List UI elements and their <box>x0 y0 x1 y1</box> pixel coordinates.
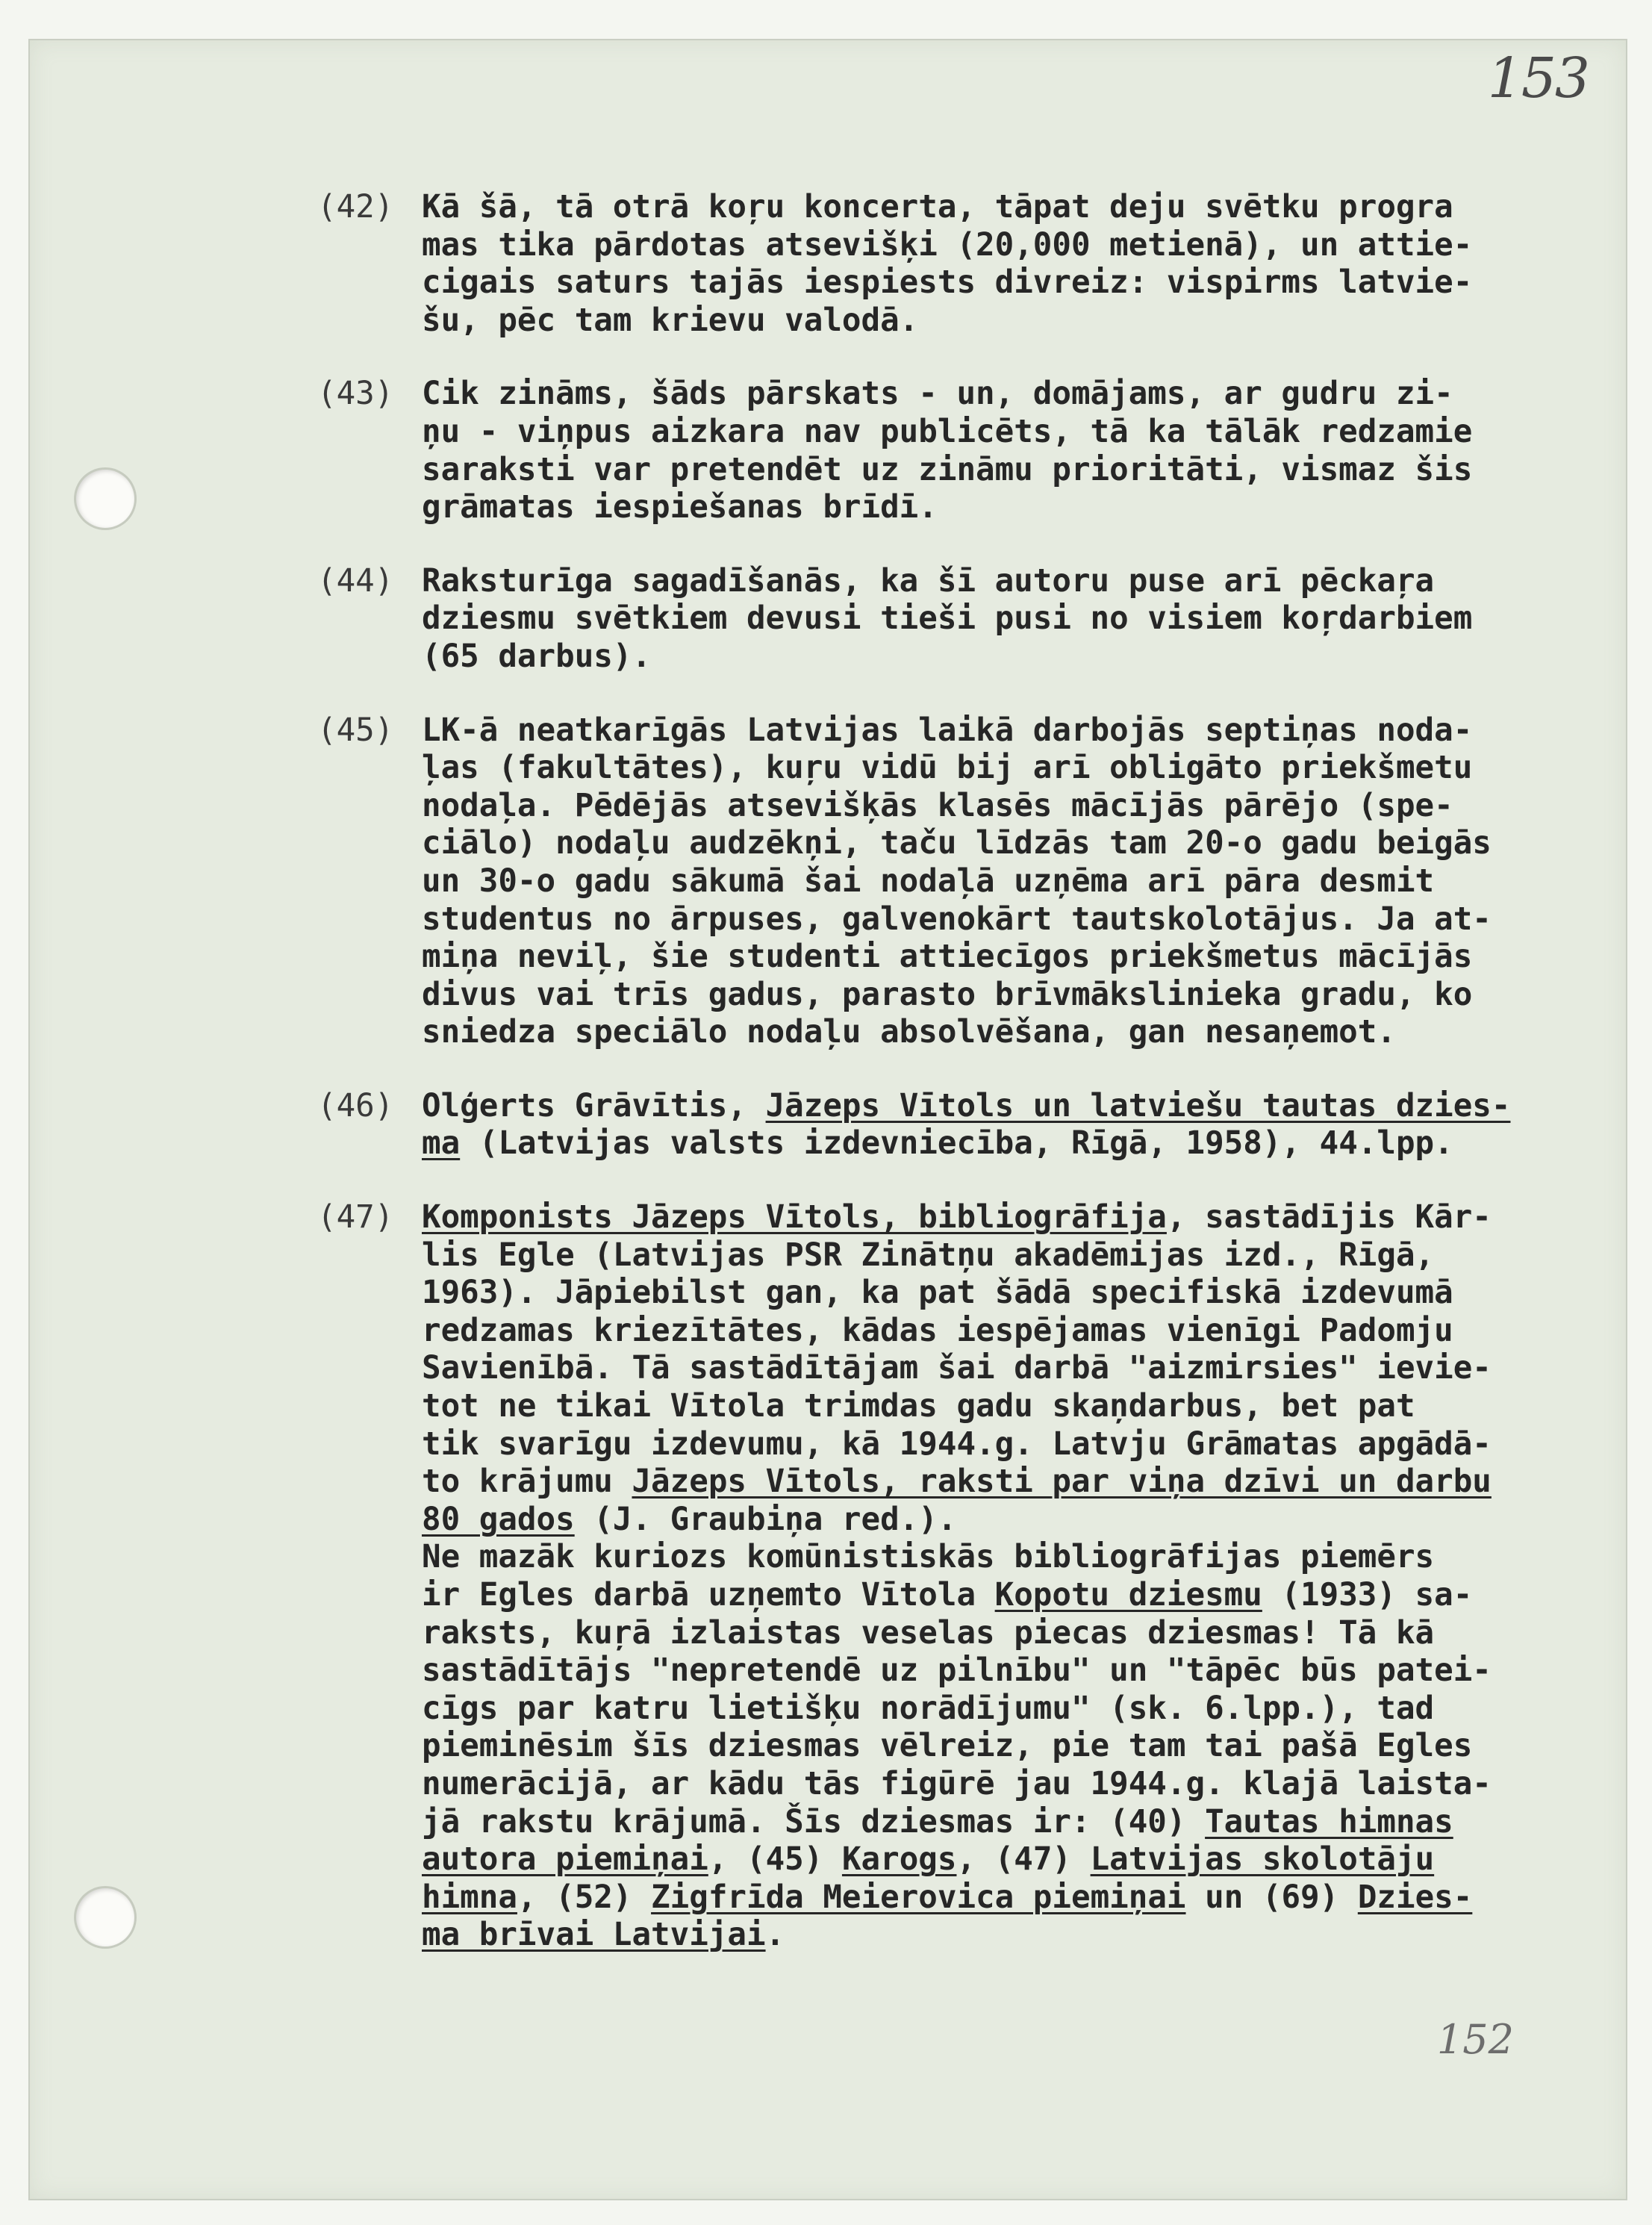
footnote-line <box>422 189 1594 227</box>
footnote <box>317 1199 1594 1955</box>
footnote-line <box>422 489 1594 527</box>
footnote-line <box>422 1237 1594 1275</box>
text-segment: redzamas kriezītātes, kādas iespējamas vienīgi Padomju <box>422 1312 1453 1349</box>
text-segment: Kā šā, tā otrā koŗu koncerta, tāpat deju svētku progra <box>422 189 1453 225</box>
text-segment: tot ne tikai Vītola trimdas gadu skaņdarbus, bet pat <box>422 1388 1415 1425</box>
footnote-line <box>422 1125 1594 1163</box>
text-segment: (Latvijas valsts izdevniecība, Rīgā, 1958), 44.lpp. <box>460 1125 1453 1163</box>
footnote-line <box>422 939 1594 977</box>
text-segment: studentus no ārpuses, galvenokārt tautskolotājus. Ja at- <box>422 900 1492 938</box>
footnote-number: (46) <box>317 1087 394 1124</box>
footnote-line <box>422 600 1594 638</box>
footnote-line <box>422 1388 1594 1426</box>
text-segment: cīgs par katru lietišķu norādījumu" (sk. 6.lpp.), tad <box>422 1690 1435 1727</box>
underlined-title: 80 gados <box>422 1501 575 1538</box>
footnote-line <box>422 264 1594 302</box>
text-segment: . <box>765 1917 785 1954</box>
footnote-line <box>422 1577 1594 1615</box>
underlined-title: Kopotu dziesmu <box>994 1577 1262 1613</box>
text-segment: šu, pēc tam krievu valodā. <box>422 302 919 339</box>
underlined-title: Latvijas skolotāju <box>1090 1841 1435 1879</box>
page-number-handwritten: 153 <box>1487 46 1589 111</box>
footnote-line <box>422 1917 1594 1955</box>
footnote-line <box>422 1275 1594 1313</box>
footnotes-body <box>317 189 1594 1991</box>
footnote-line <box>422 1804 1594 1842</box>
text-segment: divus vai trīs gadus, parasto brīvmākslinieka gradu, ko <box>422 976 1473 1013</box>
underlined-title: Jāzeps Vītols, raksti par viņa dzīvi un darbu <box>632 1463 1492 1501</box>
text-segment: raksts, kuŗā izlaistas veselas piecas dziesmas! Tā kā <box>422 1614 1435 1652</box>
footnote-number: (44) <box>317 562 394 600</box>
footnote-line <box>422 1766 1594 1804</box>
text-segment: Raksturīga sagadīšanās, ka šī autoru puse arī pēckaŗa <box>422 562 1435 600</box>
footnote-line <box>422 712 1594 750</box>
text-segment: grāmatas iespiešanas brīdī. <box>422 489 938 526</box>
text-segment: , (47) <box>956 1841 1091 1879</box>
text-segment: LK-ā neatkarīgās Latvijas laikā darbojās septiņas noda- <box>422 712 1473 749</box>
text-segment: pieminēsim šīs dziesmas vēlreiz, pie tam tai pašā Egles <box>422 1728 1473 1765</box>
text-segment: miņa neviļ, šie studenti attiecīgos priekšmetus mācījās <box>422 939 1473 976</box>
text-segment: cigais saturs tajās iespiests divreiz: vispirms latvie- <box>422 264 1473 302</box>
underlined-title: Dzies- <box>1357 1879 1473 1916</box>
footnote-line <box>422 1199 1594 1237</box>
text-segment: mas tika pārdotas atsevišķi (20,000 metienā), un attie- <box>422 226 1473 264</box>
footnote-line <box>422 227 1594 265</box>
footnote-line <box>422 1014 1594 1052</box>
footnote <box>317 562 1594 676</box>
text-segment: nodaļa. Pēdējās atsevišķās klasēs mācījās pārējo (spe- <box>422 787 1453 824</box>
footnote-line <box>422 638 1594 676</box>
footnote-line <box>422 863 1594 901</box>
footnote-line <box>422 563 1594 601</box>
text-segment: (65 darbus). <box>422 638 652 675</box>
text-segment: Olģerts Grāvītis, <box>422 1087 766 1124</box>
footnote-line <box>422 1615 1594 1653</box>
footnote-line <box>422 1426 1594 1464</box>
footnote-line <box>422 1690 1594 1728</box>
footnote-line <box>422 1728 1594 1766</box>
text-segment: to krājumu <box>422 1463 632 1501</box>
footnote-line <box>422 750 1594 788</box>
text-segment: numerācijā, ar kādu tās figūrē jau 1944.g. klajā laista- <box>422 1765 1492 1802</box>
footnote-line <box>422 302 1594 340</box>
footnote-line <box>422 1879 1594 1917</box>
text-segment: sniedza speciālo nodaļu absolvēšana, gan nesaņemot. <box>422 1014 1396 1051</box>
text-segment: un 30-o gadu sākumā šai nodaļā uzņēma arī pāra desmit <box>422 862 1435 900</box>
page-number-pencil: 152 <box>1436 2016 1514 2063</box>
footnote-number: (42) <box>317 189 394 225</box>
footnote-line <box>422 1539 1594 1577</box>
footnote-line <box>422 1841 1594 1879</box>
text-segment: 1963). Jāpiebilst gan, ka pat šādā specifiskā izdevumā <box>422 1275 1453 1312</box>
footnote <box>317 712 1594 1052</box>
text-segment: , (45) <box>708 1841 842 1879</box>
footnote-line <box>422 788 1594 826</box>
footnote-line <box>422 452 1594 490</box>
footnote-line <box>422 414 1594 452</box>
footnote-line <box>422 977 1594 1015</box>
text-segment: (J. Graubiņa red.). <box>574 1501 957 1538</box>
underlined-title: Tautas himnas <box>1205 1803 1453 1840</box>
text-segment: tik svarīgu izdevumu, kā 1944.g. Latvju Grāmatas apgādā- <box>422 1425 1492 1463</box>
underlined-title: ma <box>422 1125 461 1163</box>
text-segment: un (69) <box>1185 1879 1358 1916</box>
text-segment: dziesmu svētkiem devusi tieši pusi no visiem koŗdarbiem <box>422 600 1473 638</box>
footnote-line <box>422 1463 1594 1502</box>
underlined-title: ma brīvai Latvijai <box>422 1917 766 1954</box>
text-segment: ļas (fakultātes), kuŗu vidū bij arī obligāto priekšmetu <box>422 750 1473 787</box>
underlined-title: Komponists Jāzeps Vītols, bibliogrāfija <box>422 1199 1167 1236</box>
underlined-title: himna <box>422 1879 517 1916</box>
punch-hole-bottom <box>76 1888 134 1947</box>
footnote <box>317 376 1594 526</box>
footnote-line <box>422 1652 1594 1690</box>
underlined-title: Jāzeps Vītols un latviešu tautas dzies- <box>765 1087 1511 1124</box>
text-segment: lis Egle (Latvijas PSR Zinātņu akadēmijas izd., Rīgā, <box>422 1236 1435 1274</box>
text-segment: Cik zināms, šāds pārskats - un, domājams, ar gudru zi- <box>422 376 1453 413</box>
text-segment: Ne mazāk kuriozs komūnistiskās bibliogrāfijas piemērs <box>422 1539 1435 1576</box>
text-segment: jā rakstu krājumā. Šīs dziesmas ir: (40) <box>422 1803 1206 1840</box>
underlined-title: Karogs <box>841 1841 957 1879</box>
underlined-title: Zigfrīda Meierovica piemiņai <box>651 1879 1186 1916</box>
footnote-number: (45) <box>317 712 394 749</box>
footnote <box>317 189 1594 340</box>
text-segment: ir Egles darbā uzņemto Vītola <box>422 1577 995 1613</box>
text-segment: , sastādījis Kār- <box>1166 1199 1492 1236</box>
text-segment: , (52) <box>517 1879 652 1916</box>
footnote-number: (43) <box>317 376 394 413</box>
footnote-line <box>422 376 1594 414</box>
punch-hole-top <box>76 470 134 528</box>
footnote-line <box>422 901 1594 939</box>
footnote-line <box>422 1502 1594 1540</box>
footnote-line <box>422 1313 1594 1351</box>
underlined-title: autora piemiņai <box>422 1841 708 1879</box>
footnote-line <box>422 1088 1594 1126</box>
text-segment: ņu - viņpus aizkara nav publicēts, tā ka tālāk redzamie <box>422 413 1473 450</box>
footnote-number: (47) <box>317 1199 394 1236</box>
text-segment: ciālo) nodaļu audzēkņi, taču līdzās tam 20-o gadu beigās <box>422 825 1492 862</box>
footnote-line <box>422 825 1594 863</box>
footnote-line <box>422 1350 1594 1388</box>
text-segment: Savienībā. Tā sastādītājam šai darbā "aizmirsies" ievie- <box>422 1350 1492 1387</box>
text-segment: saraksti var pretendēt uz zināmu prioritāti, vismaz šis <box>422 451 1473 488</box>
text-segment: sastādītājs "nepretendē uz pilnību" un "tāpēc būs patei- <box>422 1652 1492 1690</box>
footnote <box>317 1087 1594 1163</box>
text-segment: (1933) sa- <box>1262 1577 1473 1613</box>
